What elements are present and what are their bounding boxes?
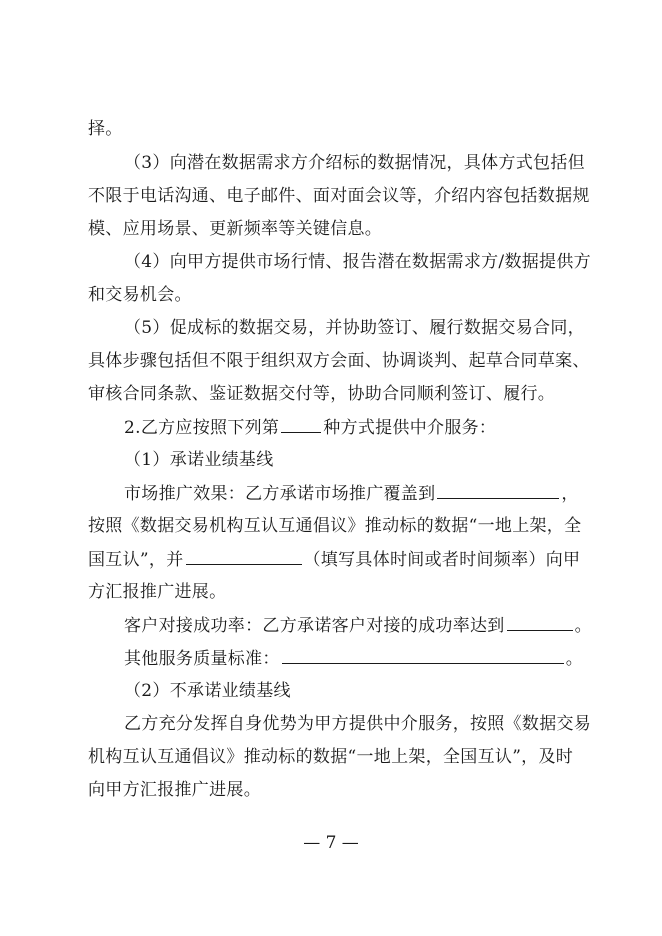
fill-in-blank[interactable] — [186, 548, 302, 565]
paragraph-line: 模、应用场景、更新频率等关键信息。 — [88, 219, 383, 239]
paragraph-line: 方汇报推广进展。 — [88, 582, 227, 602]
section-heading: （2）不承诺业绩基线 — [124, 681, 291, 701]
fill-in-blank[interactable] — [282, 647, 564, 664]
fill-in-blank[interactable] — [281, 416, 321, 433]
paragraph-line: 向甲方汇报推广进展。 — [88, 780, 261, 800]
paragraph-line: 机构互认互通倡议》推动标的数据“一地上架，全国互认”，及时 — [88, 747, 574, 767]
fill-in-blank[interactable] — [507, 614, 573, 631]
paragraph-line: 2.乙方应按照下列第 种方式提供中介服务： — [124, 418, 497, 438]
paragraph-line: 乙方充分发挥自身优势为甲方提供中介服务，按照《数据交易 — [124, 714, 592, 734]
fill-in-blank[interactable] — [437, 482, 559, 499]
paragraph-line: 不限于电话沟通、电子邮件、面对面会议等，介绍内容包括数据规 — [88, 186, 590, 206]
page-number: — 7 — — [303, 833, 359, 853]
paragraph-line: （3）向潜在数据需求方介绍标的数据情况，具体方式包括但 — [124, 153, 585, 173]
paragraph-line: （4）向甲方提供市场行情、报告潜在数据需求方/数据提供方 — [124, 252, 591, 272]
paragraph-line: 具体步骤包括但不限于组织双方会面、协调谈判、起草合同草案、 — [88, 351, 590, 371]
paragraph-line: 其他服务质量标准： 。 — [124, 649, 584, 669]
paragraph-line: 和交易机会。 — [88, 285, 192, 305]
paragraph-line: （5）促成标的数据交易，并协助签订、履行数据交易合同， — [124, 318, 585, 338]
section-heading: （1）承诺业绩基线 — [124, 450, 274, 470]
paragraph-line: 按照《数据交易机构互认互通倡议》推动标的数据“一地上架，全 — [88, 516, 582, 536]
paragraph-line: 审核合同条款、鉴证数据交付等，协助合同顺利签订、履行。 — [88, 384, 556, 404]
paragraph-line: 市场推广效果：乙方承诺市场推广覆盖到 ， — [124, 484, 579, 504]
paragraph-line: 国互认”，并 （填写具体时间或者时间频率）向甲 — [88, 550, 581, 570]
paragraph-line: 客户对接成功率：乙方承诺客户对接的成功率达到 。 — [124, 616, 592, 636]
paragraph-line: 择。 — [88, 119, 123, 139]
